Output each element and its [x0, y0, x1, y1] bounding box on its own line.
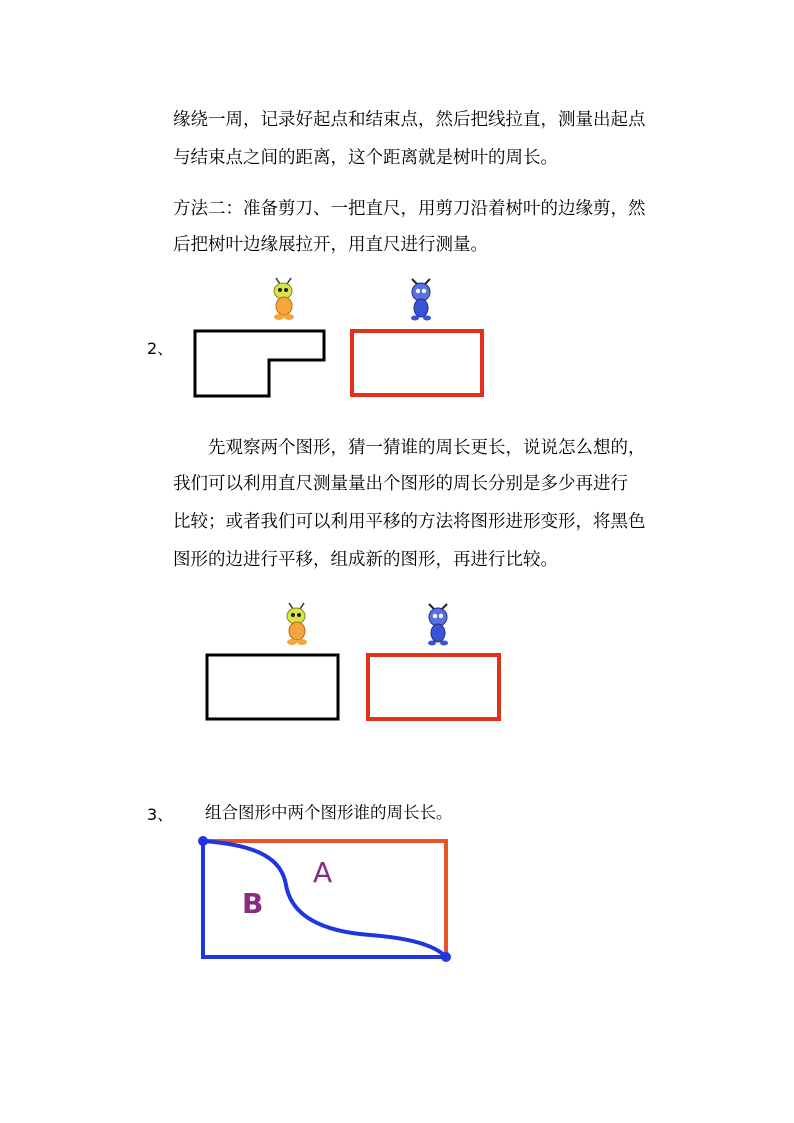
question-2-explanation-line-2: 我们可以利用直尺测量量出个图形的周长分别是多少再进行	[173, 474, 628, 494]
composite-figure	[198, 836, 451, 962]
yellow-ant-icon	[287, 603, 307, 645]
curve-end-dot	[441, 952, 451, 962]
question-3-text: 组合图形中两个图形谁的周长长。	[205, 803, 453, 822]
red-rectangle-bottom	[368, 655, 499, 719]
paragraph-2-line-2: 后把树叶边缘展拉开，用直尺进行测量。	[173, 235, 488, 255]
yellow-ant-icon	[274, 278, 294, 320]
label-a: A	[313, 856, 333, 889]
question-2-explanation-line-4: 图形的边进行平移，组成新的图形，再进行比较。	[173, 550, 558, 570]
red-rectangle-top	[352, 331, 482, 395]
question-2-explanation-line-1: 先观察两个图形，猜一猜谁的周长更长，说说怎么想的，	[208, 438, 646, 458]
paragraph-1-line-2: 与结束点之间的距离，这个距离就是树叶的周长。	[173, 148, 558, 168]
paragraph-1-line-1: 缘绕一周，记录好起点和结束点，然后把线拉直，测量出起点	[173, 110, 646, 130]
blue-ant-icon	[428, 604, 448, 646]
paragraph-2-line-1: 方法二：准备剪刀、一把直尺，用剪刀沿着树叶的边缘剪，然	[173, 199, 646, 219]
label-b: B	[242, 887, 264, 920]
question-3-number: 3、	[147, 805, 174, 824]
black-rectangle	[207, 655, 338, 719]
question-2-explanation-line-3: 比较；或者我们可以利用平移的方法将图形进形变形，将黑色	[173, 512, 646, 532]
curve-start-dot	[198, 836, 208, 846]
blue-ant-icon	[411, 279, 431, 321]
black-l-shape	[195, 331, 324, 396]
question-2-number: 2、	[147, 339, 174, 358]
